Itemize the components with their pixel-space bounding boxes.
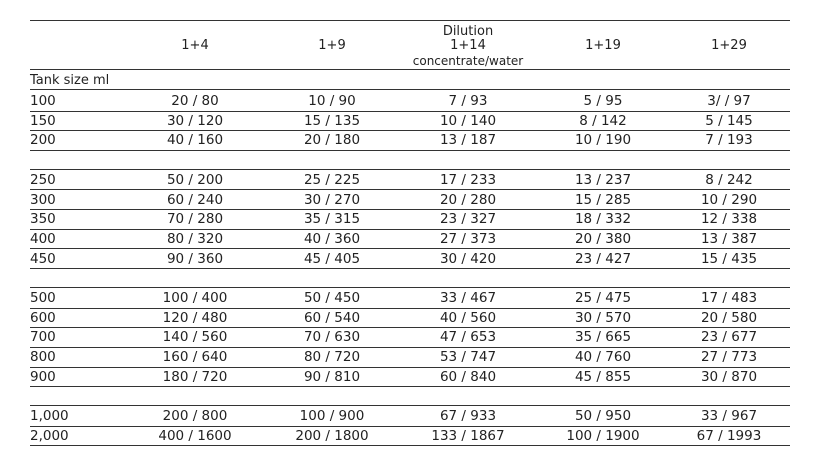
table-cell: 47 / 653 — [439, 329, 497, 346]
table-cell: 7 / 193 — [705, 132, 753, 149]
row-label: 600 — [30, 309, 56, 326]
table-cell: 7 / 93 — [448, 93, 488, 109]
row-rule — [30, 209, 790, 210]
table-cell: 27 / 373 — [439, 230, 497, 247]
col-header-2: 1+9 — [318, 38, 346, 53]
row-rule — [30, 268, 790, 269]
table-cell: 10 / 290 — [700, 191, 758, 208]
table-cell: 200 / 800 — [162, 408, 228, 425]
subheader-rule — [30, 89, 790, 90]
table-cell: 60 / 840 — [439, 368, 497, 385]
row-rule — [30, 189, 790, 190]
table-cell: 20 / 180 — [303, 132, 361, 149]
row-rule — [30, 386, 790, 387]
table-cell: 80 / 720 — [303, 349, 361, 366]
table-cell: 53 / 747 — [439, 349, 497, 366]
table-cell: 13 / 187 — [439, 132, 497, 149]
concentrate-water-label: concentrate/water — [412, 54, 524, 68]
table-cell: 30 / 120 — [166, 112, 224, 129]
table-cell: 35 / 315 — [303, 211, 361, 228]
table-cell: 8 / 242 — [705, 171, 753, 188]
row-rule — [30, 327, 790, 328]
table-cell: 67 / 1993 — [696, 427, 762, 444]
row-label: 800 — [30, 349, 56, 366]
row-rule — [30, 111, 790, 112]
table-cell: 100 / 1900 — [566, 427, 640, 444]
table-cell: 90 / 810 — [303, 368, 361, 385]
row-label: 200 — [30, 132, 56, 149]
table-cell: 30 / 420 — [439, 250, 497, 267]
table-cell: 17 / 233 — [439, 171, 497, 188]
row-rule — [30, 229, 790, 230]
table-cell: 180 / 720 — [162, 368, 228, 385]
table-cell: 10 / 140 — [439, 112, 497, 129]
table-cell: 33 / 967 — [700, 408, 758, 425]
table-cell: 15 / 435 — [700, 250, 758, 267]
group-rule — [30, 169, 790, 170]
table-cell: 25 / 475 — [574, 290, 632, 306]
table-cell: 40 / 160 — [166, 132, 224, 149]
row-label: 250 — [30, 171, 56, 188]
table-cell: 50 / 950 — [574, 408, 632, 425]
row-rule — [30, 347, 790, 348]
table-cell: 40 / 360 — [303, 230, 361, 247]
table-cell: 160 / 640 — [162, 349, 228, 366]
group-rule — [30, 405, 790, 406]
row-label: 400 — [30, 230, 56, 247]
table-cell: 50 / 450 — [303, 290, 361, 306]
table-cell: 45 / 855 — [574, 368, 632, 385]
table-cell: 140 / 560 — [162, 329, 228, 346]
table-cell: 45 / 405 — [303, 250, 361, 267]
table-cell: 13 / 387 — [700, 230, 758, 247]
table-cell: 60 / 540 — [303, 309, 361, 326]
table-cell: 5 / 145 — [705, 112, 753, 129]
table-cell: 23 / 327 — [439, 211, 497, 228]
row-label: 900 — [30, 368, 56, 385]
row-rule — [30, 248, 790, 249]
table-cell: 10 / 190 — [574, 132, 632, 149]
table-cell: 25 / 225 — [303, 171, 361, 188]
table-cell: 3/ / 97 — [707, 93, 751, 109]
row-label: 150 — [30, 112, 56, 129]
row-label: 350 — [30, 211, 56, 228]
table-cell: 5 / 95 — [583, 93, 623, 109]
table-cell: 100 / 400 — [162, 290, 228, 306]
row-label: 300 — [30, 191, 56, 208]
table-cell: 13 / 237 — [574, 171, 632, 188]
table-cell: 20 / 580 — [700, 309, 758, 326]
row-rule — [30, 426, 790, 427]
col-header-5: 1+29 — [711, 38, 747, 53]
table-cell: 17 / 483 — [700, 290, 758, 306]
table-cell: 12 / 338 — [700, 211, 758, 228]
table-cell: 50 / 200 — [166, 171, 224, 188]
row-label: 100 — [30, 93, 56, 109]
table-cell: 30 / 270 — [303, 191, 361, 208]
row-rule — [30, 445, 790, 446]
row-rule — [30, 308, 790, 309]
table-cell: 100 / 900 — [299, 408, 365, 425]
row-label: 1,000 — [30, 408, 69, 425]
row-rule — [30, 130, 790, 131]
table-cell: 133 / 1867 — [431, 427, 505, 444]
header-rule — [30, 69, 790, 70]
dilution-heading: Dilution — [442, 24, 494, 39]
table-cell: 40 / 560 — [439, 309, 497, 326]
row-rule — [30, 367, 790, 368]
table-cell: 30 / 870 — [700, 368, 758, 385]
table-cell: 20 / 380 — [574, 230, 632, 247]
table-cell: 15 / 285 — [574, 191, 632, 208]
table-cell: 20 / 80 — [171, 93, 219, 109]
table-cell: 23 / 677 — [700, 329, 758, 346]
table-cell: 33 / 467 — [439, 290, 497, 306]
tank-size-label: Tank size ml — [30, 73, 110, 88]
table-cell: 35 / 665 — [574, 329, 632, 346]
row-rule — [30, 150, 790, 151]
col-header-3: 1+14 — [450, 38, 486, 53]
table-cell: 27 / 773 — [700, 349, 758, 366]
table-cell: 70 / 280 — [166, 211, 224, 228]
table-cell: 80 / 320 — [166, 230, 224, 247]
top-rule — [30, 20, 790, 21]
group-rule — [30, 287, 790, 288]
table-cell: 20 / 280 — [439, 191, 497, 208]
table-cell: 67 / 933 — [439, 408, 497, 425]
row-label: 2,000 — [30, 427, 69, 444]
table-cell: 18 / 332 — [574, 211, 632, 228]
table-cell: 120 / 480 — [162, 309, 228, 326]
row-label: 700 — [30, 329, 56, 346]
table-cell: 23 / 427 — [574, 250, 632, 267]
row-label: 450 — [30, 250, 56, 267]
table-cell: 30 / 570 — [574, 309, 632, 326]
col-header-4: 1+19 — [585, 38, 621, 53]
table-cell: 8 / 142 — [579, 112, 627, 129]
table-cell: 400 / 1600 — [158, 427, 232, 444]
col-header-1: 1+4 — [181, 38, 209, 53]
table-cell: 10 / 90 — [308, 93, 356, 109]
table-cell: 200 / 1800 — [295, 427, 369, 444]
table-cell: 15 / 135 — [303, 112, 361, 129]
table-cell: 90 / 360 — [166, 250, 224, 267]
row-label: 500 — [30, 290, 56, 306]
table-cell: 60 / 240 — [166, 191, 224, 208]
table-cell: 70 / 630 — [303, 329, 361, 346]
table-cell: 40 / 760 — [574, 349, 632, 366]
